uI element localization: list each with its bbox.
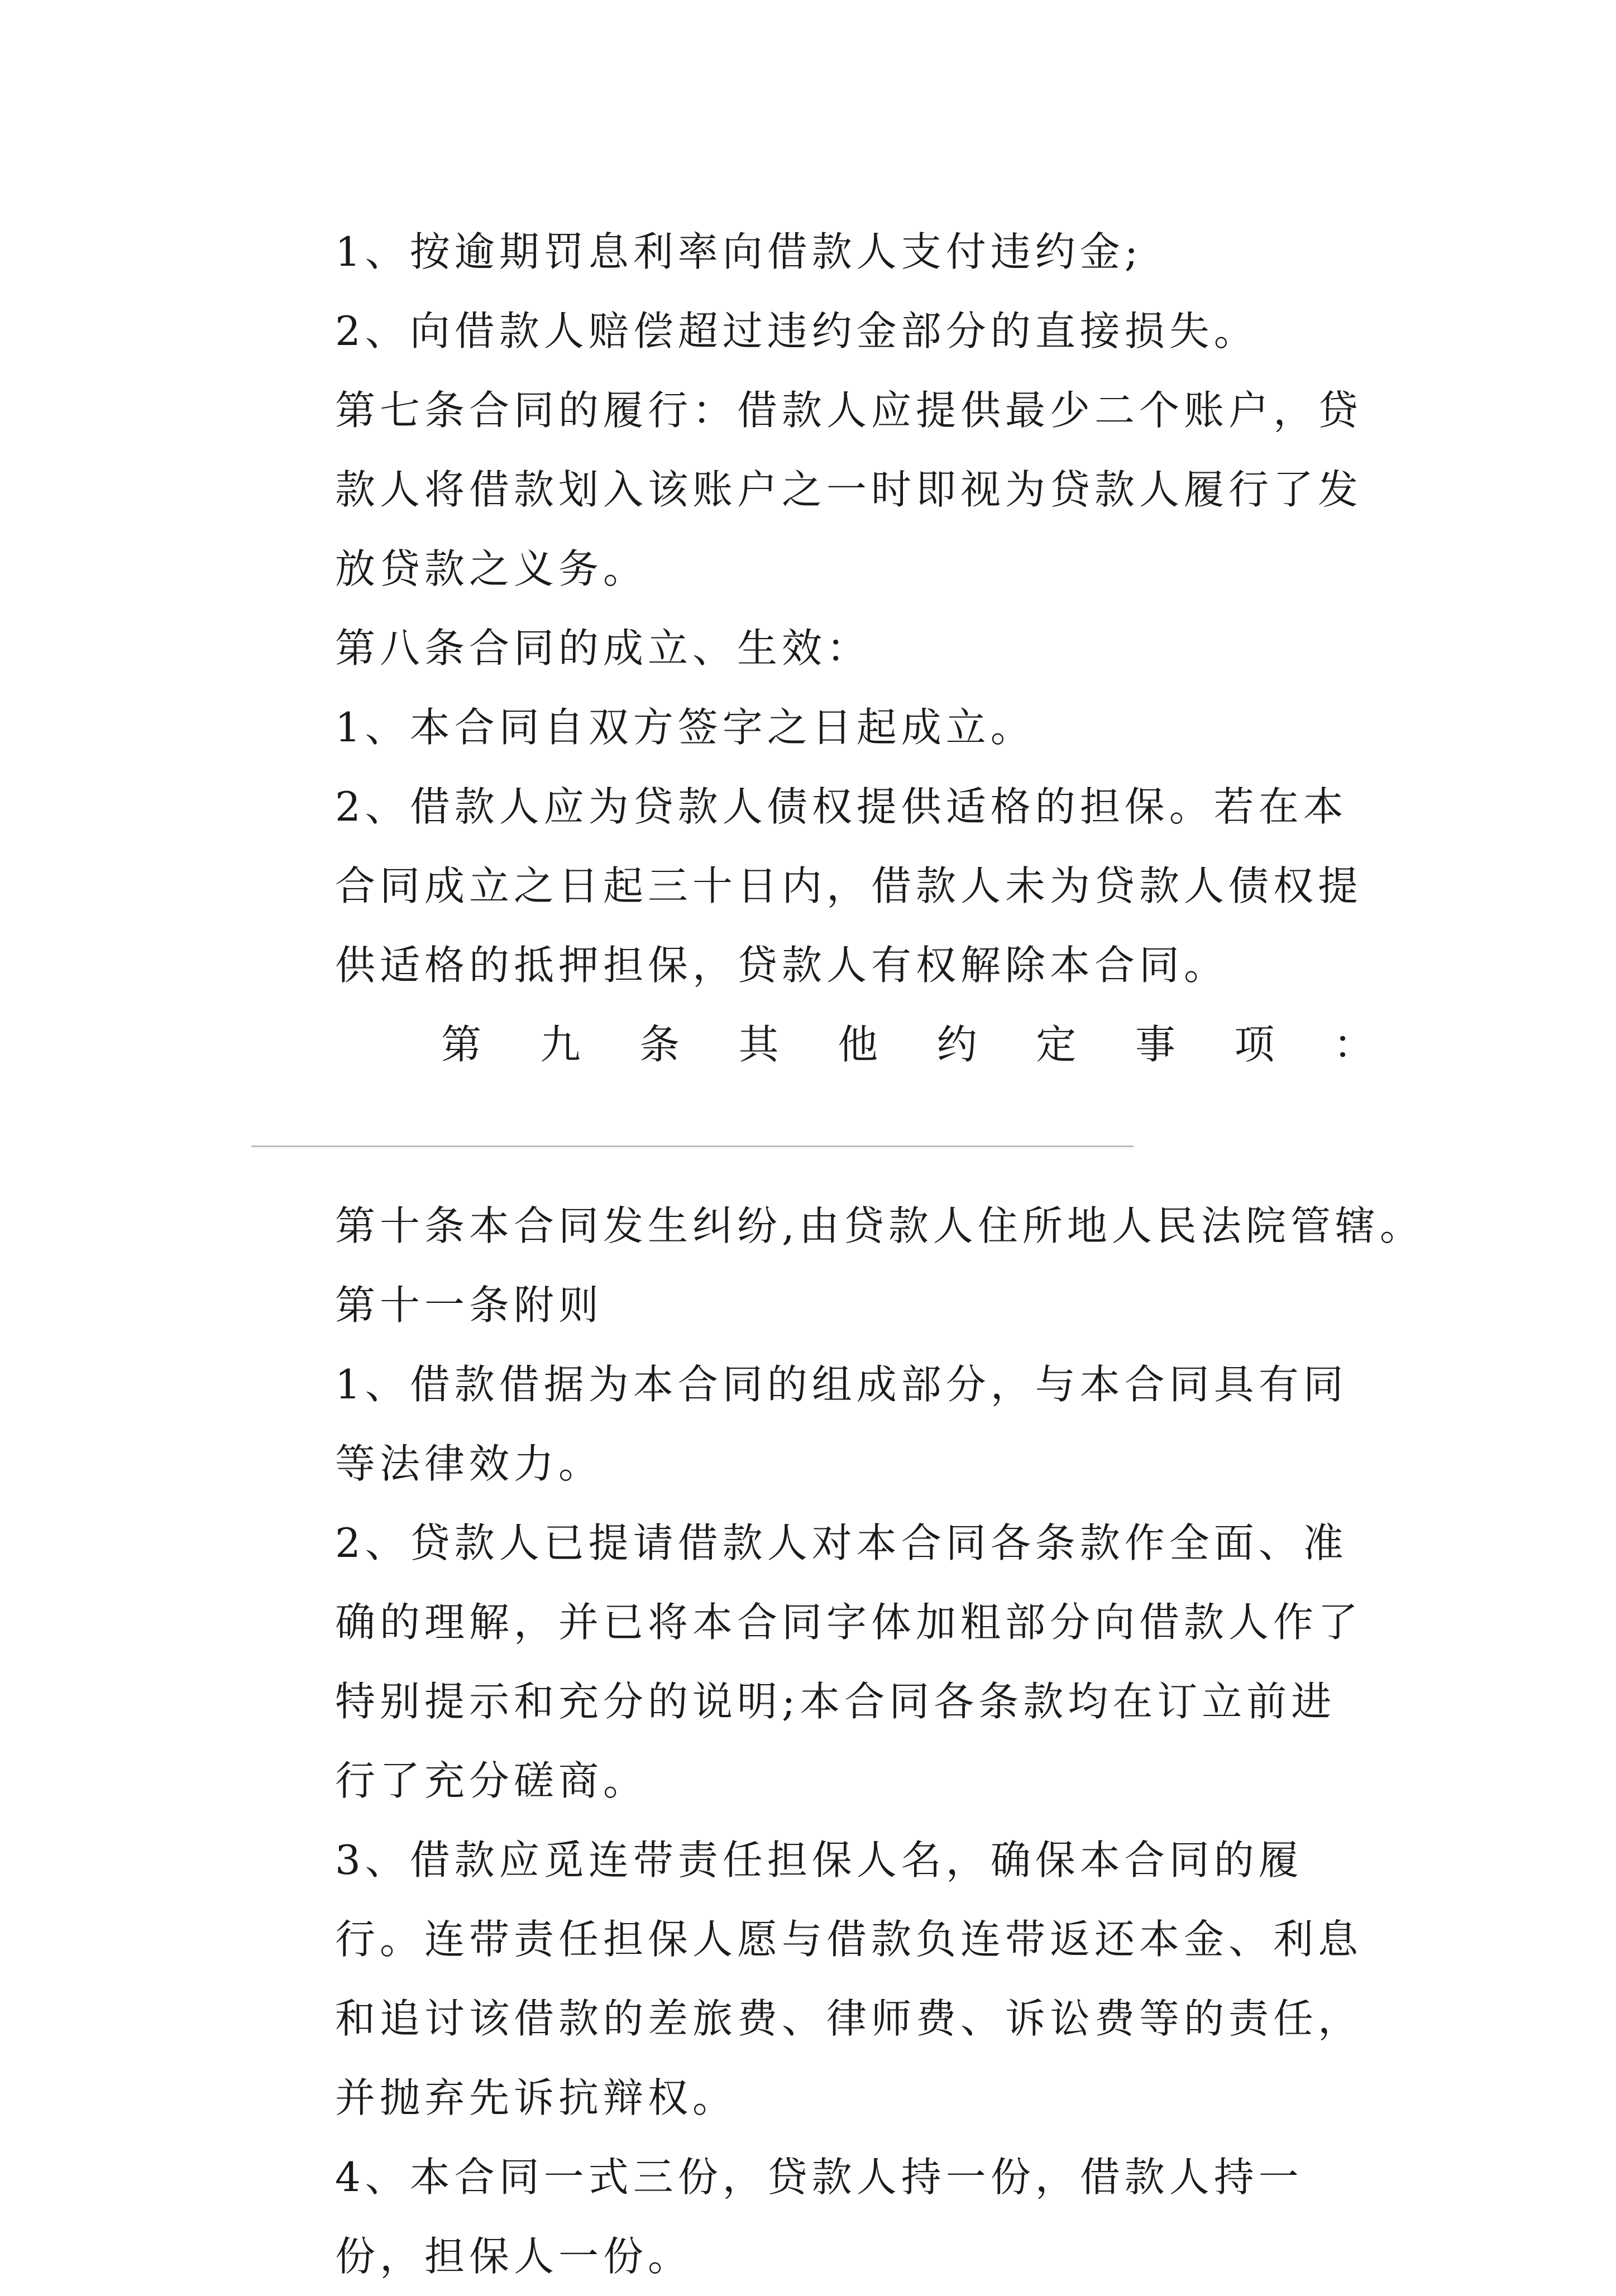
clause-11-heading: 第十一条附则 bbox=[335, 1282, 604, 1329]
clause-9-char: 约 bbox=[936, 1021, 977, 1068]
clause-6-item-2: 2、向借款人赔偿超过违约金部分的直接损失。 bbox=[335, 308, 1259, 354]
clause-6-item-1: 1、按逾期罚息利率向借款人支付违约金; bbox=[335, 228, 1143, 275]
clause-11-item-3: 3、借款应觅连带责任担保人名，确保本合同的履行。连带责任担保人愿与借款负连带返还本金、利息和追讨该借款的差旅费、律师费、诉讼费等的责任，并抛弃先诉抗辩权。 bbox=[335, 1837, 1363, 2121]
clause-9-char: 九 bbox=[540, 1021, 581, 1068]
clause-9-char: 其 bbox=[738, 1021, 779, 1068]
clause-11-item-2: 2、贷款人已提请借款人对本合同各条款作全面、准确的理解，并已将本合同字体加粗部分向借款人作了特别提示和充分的说明;本合同各条款均在订立前进行了充分磋商。 bbox=[335, 1520, 1363, 1804]
clause-9-heading bbox=[251, 1005, 1374, 1084]
clause-11-item-1: 1、借款借据为本合同的组成部分，与本合同具有同等法律效力。 bbox=[335, 1361, 1348, 1487]
clause-10-jurisdiction: 第十条本合同发生纠纷,由贷款人住所地人民法院管辖。 bbox=[335, 1202, 1424, 1249]
clause-9-char: ： bbox=[1333, 1021, 1374, 1068]
document-body bbox=[251, 212, 1424, 2296]
clause-9-char: 第 bbox=[441, 1021, 482, 1068]
clause-9-char: 条 bbox=[639, 1021, 680, 1068]
clause-9-char: 事 bbox=[1135, 1021, 1175, 1068]
clause-8-heading: 第八条合同的成立、生效： bbox=[335, 625, 872, 672]
clause-9-char: 项 bbox=[1234, 1021, 1275, 1068]
clause-9-char: 定 bbox=[1036, 1021, 1077, 1068]
clause-7-performance: 第七条合同的履行：借款人应提供最少二个账户，贷款人将借款划入该账户之一时即视为贷款人履行了发放贷款之义务。 bbox=[335, 387, 1363, 592]
blank-fill-line bbox=[251, 1145, 1134, 1147]
clause-8-item-2: 2、借款人应为贷款人债权提供适格的担保。若在本合同成立之日起三十日内，借款人未为贷款人债权提供适格的抵押担保，贷款人有权解除本合同。 bbox=[335, 783, 1363, 989]
clause-8-item-1: 1、本合同自双方签字之日起成立。 bbox=[335, 704, 1035, 751]
clause-9-char: 他 bbox=[838, 1021, 878, 1068]
clause-11-item-4: 4、本合同一式三份，贷款人持一份，借款人持一份，担保人一份。 bbox=[335, 2154, 1303, 2280]
